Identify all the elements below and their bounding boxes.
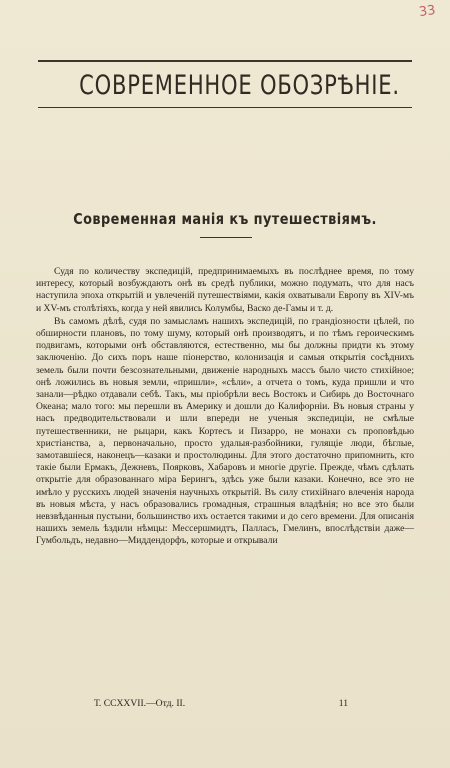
- paragraph: Судя по количеству экспедицій, предпринимаемыхъ въ послѣднее время, по тому интересу, который возбуждаютъ онѣ въ средѣ публики, можно подумать, что для насъ наступила эпоха открытій и увлеченій путешествіями, какія охватывали Европу въ XIV-мъ и XV-мъ столѣтіяхъ, когда у ней явились Колумбы, Васко де-Гамы и т. д.: [36, 266, 414, 314]
- paragraph: Въ самомъ дѣлѣ, судя по замысламъ нашихъ экспедицій, по грандіозности цѣлей, по обширности плановъ, по тому шуму, который онѣ производятъ, и по тѣмъ героическимъ подвигамъ, которыми онѣ обставляются, естественно, мы бы должны придти къ этому заключенію. До сихъ поръ наше піонерство, колонизація и самыя открытія сосѣднихъ земель были почти безсознательными, движеніе народныхъ массъ было чисто стихійное; онѣ ложились въ новыя земли, «пришли», «сѣли», а отчета о томъ, куда пришли и что занали—рѣдко отдавали себѣ. Такъ, мы пріобрѣли весь Востокъ и Сибирь до Восточнаго Океана; мало того: мы перешли въ Америку и дошли до Калифорніи. Въ новыя страны у насъ предводительствовали и шли впереди не ученыя экспедиціи, не смѣлые путешественники, не рыцари, какъ Кортесъ и Пизарро, не монахи съ проповѣдью христіанства, а, первоначально, просто удалыя-разбойники, гулящіе люди, бѣглые, замотавшіеся, наконецъ—казаки и простолюдины. Для этого достаточно припомнить, кто такіе были Ермакъ, Дежневъ, Поярковъ, Хабаровъ и многіе другіе. Прежде, чѣмъ сдѣлать открытіе для образованнаго міра Берингъ, здѣсь уже были казаки. Конечно, все это не имѣло у русскихъ людей значенія научныхъ открытій. Въ силу стихійнаго влеченія народа въ новыя мѣста, у насъ образовались громадныя, страшныя владѣнія; но все это были невзвѣданныя пустыни, большинство ихъ остается такими и до сего времени. Для описанія нашихъ земель ѣздили нѣмцы: Мессершмидтъ, Палласъ, Гмелинъ, впослѣдствіи даже—Гумбольдъ, недавно—Миддендорфъ, которые и открывали: [36, 315, 414, 547]
- volume-signature: Т. CCXXVII.—Отд. II.: [94, 698, 186, 709]
- article-title: Современная манія къ путешествіямъ.: [73, 210, 377, 228]
- corner-annotation: 33: [418, 2, 437, 21]
- sheet-number: 11: [338, 698, 348, 709]
- section-header: [38, 60, 412, 108]
- header-rule-bottom: [38, 107, 412, 108]
- article-body: [36, 266, 414, 549]
- section-title: СОВРЕМЕННОЕ ОБОЗРѢНІЕ.: [79, 70, 400, 101]
- article-title-rule: [200, 237, 252, 238]
- header-rule-top: [38, 60, 412, 62]
